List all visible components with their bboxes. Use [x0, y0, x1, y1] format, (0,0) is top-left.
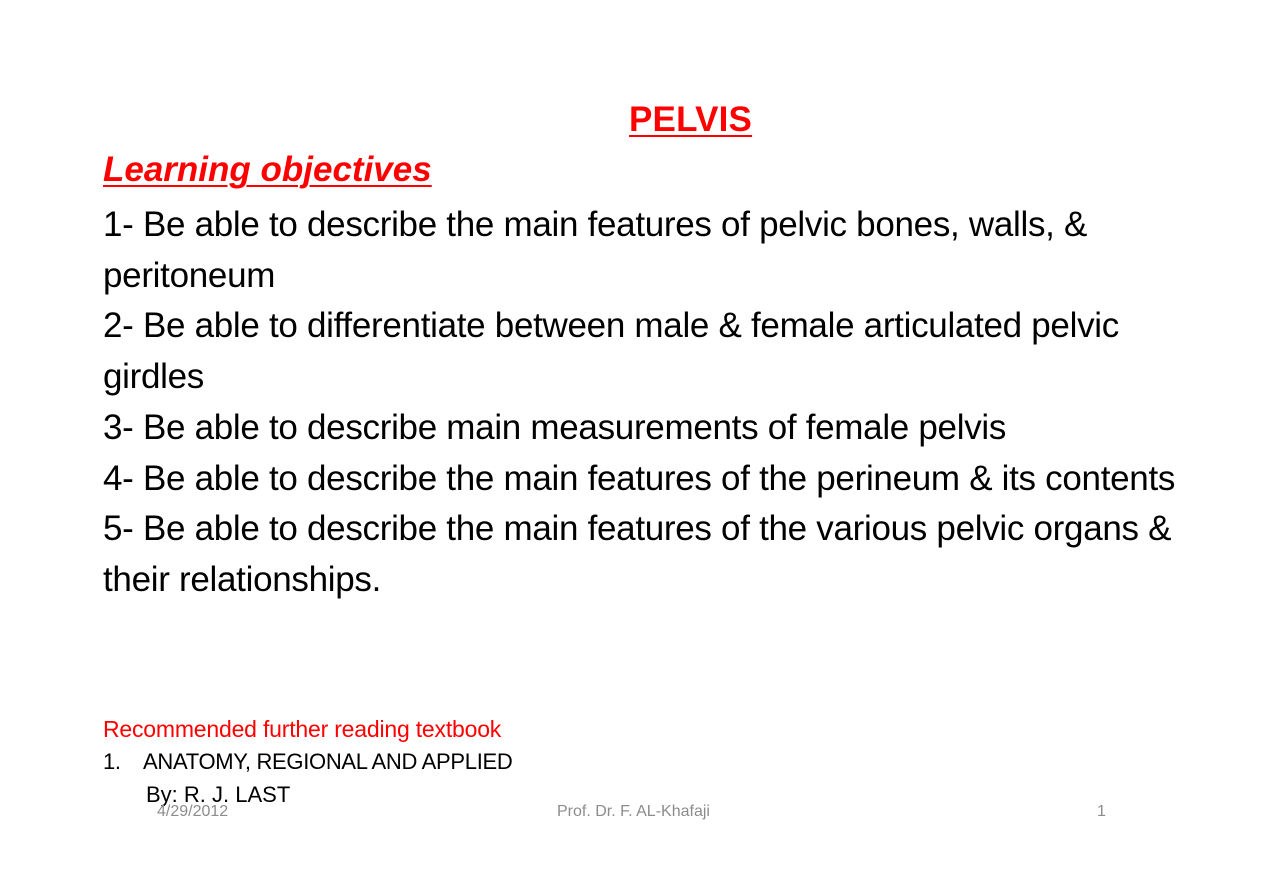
reading-heading: Recommended further reading textbook [103, 716, 502, 742]
book-title: ANATOMY, REGIONAL AND APPLIED [143, 749, 513, 774]
footer-author: Prof. Dr. F. AL-Khafaji [557, 803, 710, 820]
learning-objectives-heading: Learning objectives [103, 150, 432, 189]
objective-item: 4- Be able to describe the main features of the perineum & its contents [103, 458, 1176, 498]
book-item [103, 749, 513, 775]
objective-item: 1- Be able to describe the main features of pelvic bones, walls, & peritoneum [103, 205, 1088, 295]
objective-item: 5- Be able to describe the main features of the various pelvic organs & their relationships. [103, 509, 1172, 599]
objectives-list [103, 200, 1183, 606]
objective-item: 2- Be able to differentiate between male & female articulated pelvic girdles [103, 306, 1119, 397]
book-number: 1. [103, 749, 121, 774]
slide-title: PELVIS [629, 100, 753, 139]
objective-item: 3- Be able to describe main measurements of female pelvis [103, 407, 1007, 447]
book-author: By: R. J. LAST [146, 782, 291, 807]
footer-date: 4/29/2012 [157, 803, 229, 820]
page-number: 1 [1097, 803, 1106, 820]
